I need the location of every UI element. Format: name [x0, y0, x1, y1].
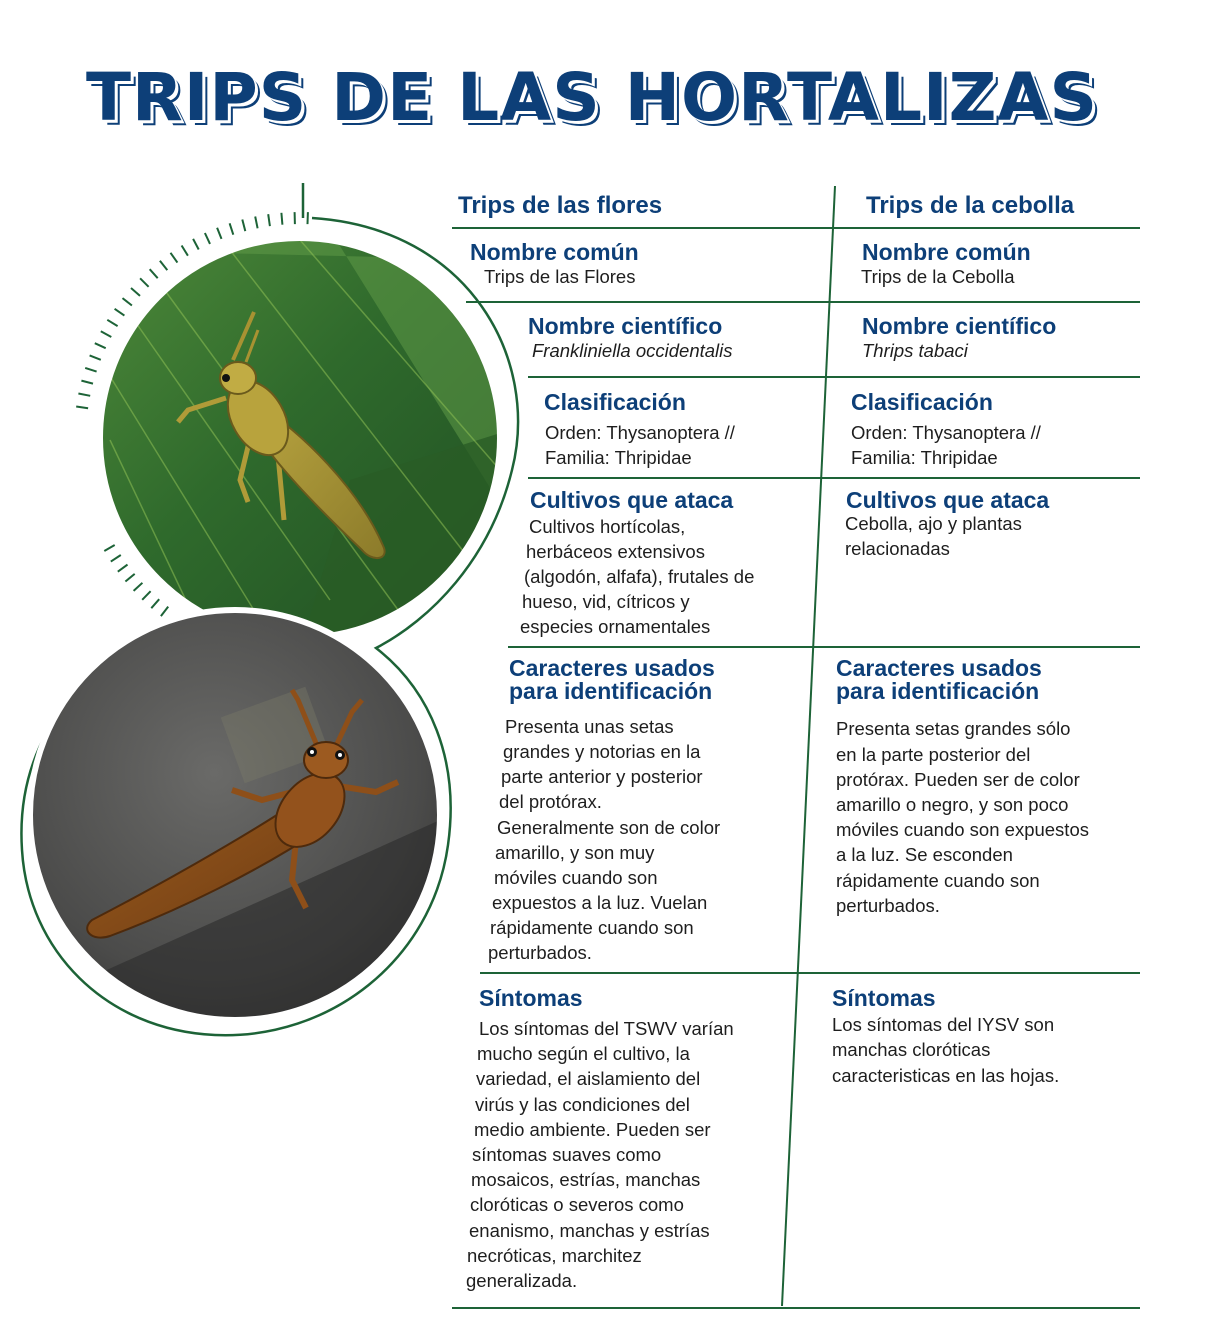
identification-line-4-right: amarillo o negro, y son poco: [836, 794, 1069, 815]
symptoms-line-2-left: mucho según el cultivo, la: [477, 1043, 690, 1064]
tick-mark: [76, 407, 88, 409]
identification-line-8-right: perturbados.: [836, 895, 940, 916]
symptoms-line-2-right: manchas cloróticas: [832, 1039, 991, 1060]
identification-line-4-left: del protórax.: [499, 791, 602, 812]
identification-line-5-left: Generalmente son de color: [497, 817, 721, 838]
tick-mark: [90, 355, 101, 359]
tick-mark: [142, 591, 150, 600]
tick-mark: [115, 309, 125, 316]
identification-label-line-2-right: para identificación: [836, 678, 1040, 704]
tick-mark: [131, 288, 140, 296]
common-name-label-left: Nombre común: [470, 239, 639, 265]
identification-line-2-right: en la parte posterior del: [836, 744, 1031, 765]
identification-line-10-left: perturbados.: [488, 942, 592, 963]
tick-mark: [125, 574, 134, 582]
crops-line-1-left: Cultivos hortícolas,: [529, 516, 686, 537]
symptoms-line-11-left: generalizada.: [466, 1270, 578, 1291]
tick-mark: [242, 220, 245, 232]
symptoms-label-left: Síntomas: [479, 985, 583, 1011]
tick-mark: [160, 261, 167, 270]
symptoms-line-10-left: necróticas, marchitez: [467, 1245, 642, 1266]
crops-label-right: Cultivos que ataca: [846, 487, 1050, 513]
crops-line-4-left: hueso, vid, cítricos y: [522, 591, 690, 612]
symptoms-line-1-right: Los síntomas del IYSV son: [832, 1014, 1055, 1035]
tick-mark: [81, 381, 93, 384]
classification-label-right: Clasificación: [851, 389, 993, 415]
tick-mark: [161, 607, 168, 617]
tick-mark: [78, 394, 90, 396]
tick-mark: [104, 545, 114, 551]
symptoms-line-5-left: medio ambiente. Pueden ser: [474, 1119, 711, 1140]
tick-mark: [107, 320, 117, 326]
symptoms-line-4-left: virús y las condiciones del: [475, 1094, 690, 1115]
tick-mark: [150, 269, 158, 278]
symptoms-line-8-left: cloróticas o severos como: [470, 1194, 684, 1215]
classification-line-2-right: Familia: Thripidae: [851, 447, 998, 468]
identification-line-7-right: rápidamente cuando son: [836, 870, 1040, 891]
identification-line-1-right: Presenta setas grandes sólo: [836, 718, 1071, 739]
tick-mark: [95, 343, 106, 348]
tick-mark: [140, 278, 149, 287]
crops-line-5-left: especies ornamentales: [520, 616, 711, 637]
crops-line-2-right: relacionadas: [845, 538, 950, 559]
identification-line-6-right: a la luz. Se esconden: [836, 844, 1013, 865]
classification-line-1-left: Orden: Thysanoptera //: [545, 422, 735, 443]
symptoms-line-9-left: enanismo, manchas y estrías: [469, 1220, 710, 1241]
symptoms-line-6-left: síntomas suaves como: [472, 1144, 662, 1165]
tick-mark: [101, 331, 112, 337]
symptoms-line-3-left: variedad, el aislamiento del: [476, 1068, 701, 1089]
crops-line-2-left: herbáceos extensivos: [526, 541, 705, 562]
tick-mark: [268, 214, 270, 226]
classification-label-left: Clasificación: [544, 389, 686, 415]
tick-mark: [230, 223, 234, 234]
common-name-value-left: Trips de las Flores: [484, 266, 636, 287]
identification-line-3-left: parte anterior y posterior: [501, 766, 703, 787]
tick-mark: [134, 583, 143, 591]
tick-mark: [123, 298, 132, 305]
tick-mark: [281, 213, 282, 225]
common-name-label-right: Nombre común: [862, 239, 1031, 265]
classification-line-2-left: Familia: Thripidae: [545, 447, 692, 468]
tick-mark: [193, 239, 199, 250]
classification-line-1-right: Orden: Thysanoptera //: [851, 422, 1041, 443]
tick-mark: [151, 599, 159, 608]
identification-line-2-left: grandes y notorias en la: [503, 741, 701, 762]
common-name-value-right: Trips de la Cebolla: [861, 266, 1015, 287]
identification-label-line-1-left: Caracteres usados: [509, 655, 715, 681]
scientific-name-value-left: Frankliniella occidentalis: [532, 340, 733, 361]
crops-label-left: Cultivos que ataca: [530, 487, 734, 513]
crops-line-3-left: (algodón, alfafa), frutales de: [524, 566, 755, 587]
identification-line-1-left: Presenta unas setas: [505, 716, 674, 737]
column-heading-flower-thrips: Trips de las flores: [458, 192, 663, 219]
tick-mark: [85, 368, 96, 372]
tick-mark: [171, 253, 178, 263]
tick-mark: [118, 565, 128, 572]
scientific-name-value-right: Thrips tabaci: [862, 340, 968, 361]
identification-line-6-left: amarillo, y son muy: [495, 842, 655, 863]
page-title: TRIPS DE LAS HORTALIZAS: [86, 59, 1099, 136]
scientific-name-label-right: Nombre científico: [862, 313, 1057, 339]
symptoms-line-7-left: mosaicos, estrías, manchas: [471, 1169, 701, 1190]
identification-line-3-right: protórax. Pueden ser de color: [836, 769, 1080, 790]
identification-label-line-2-left: para identificación: [509, 678, 713, 704]
identification-line-8-left: expuestos a la luz. Vuelan: [492, 892, 708, 913]
symptoms-line-3-right: caracteristicas en las hojas.: [832, 1065, 1060, 1086]
identification-line-9-left: rápidamente cuando son: [490, 917, 694, 938]
tick-mark: [182, 246, 188, 256]
symptoms-label-right: Síntomas: [832, 985, 936, 1011]
tick-mark: [111, 555, 121, 562]
column-heading-onion-thrips: Trips de la cebolla: [866, 192, 1075, 219]
scientific-name-label-left: Nombre científico: [528, 313, 723, 339]
crops-line-1-right: Cebolla, ajo y plantas: [845, 513, 1022, 534]
symptoms-line-1-left: Los síntomas del TSWV varían: [479, 1018, 734, 1039]
tick-mark: [255, 217, 257, 229]
tick-mark: [205, 233, 210, 244]
tick-mark: [217, 228, 221, 239]
identification-line-7-left: móviles cuando son: [494, 867, 658, 888]
identification-label-line-1-right: Caracteres usados: [836, 655, 1042, 681]
identification-line-5-right: móviles cuando son expuestos: [836, 819, 1089, 840]
flower-thrips-illustration: [90, 230, 510, 650]
